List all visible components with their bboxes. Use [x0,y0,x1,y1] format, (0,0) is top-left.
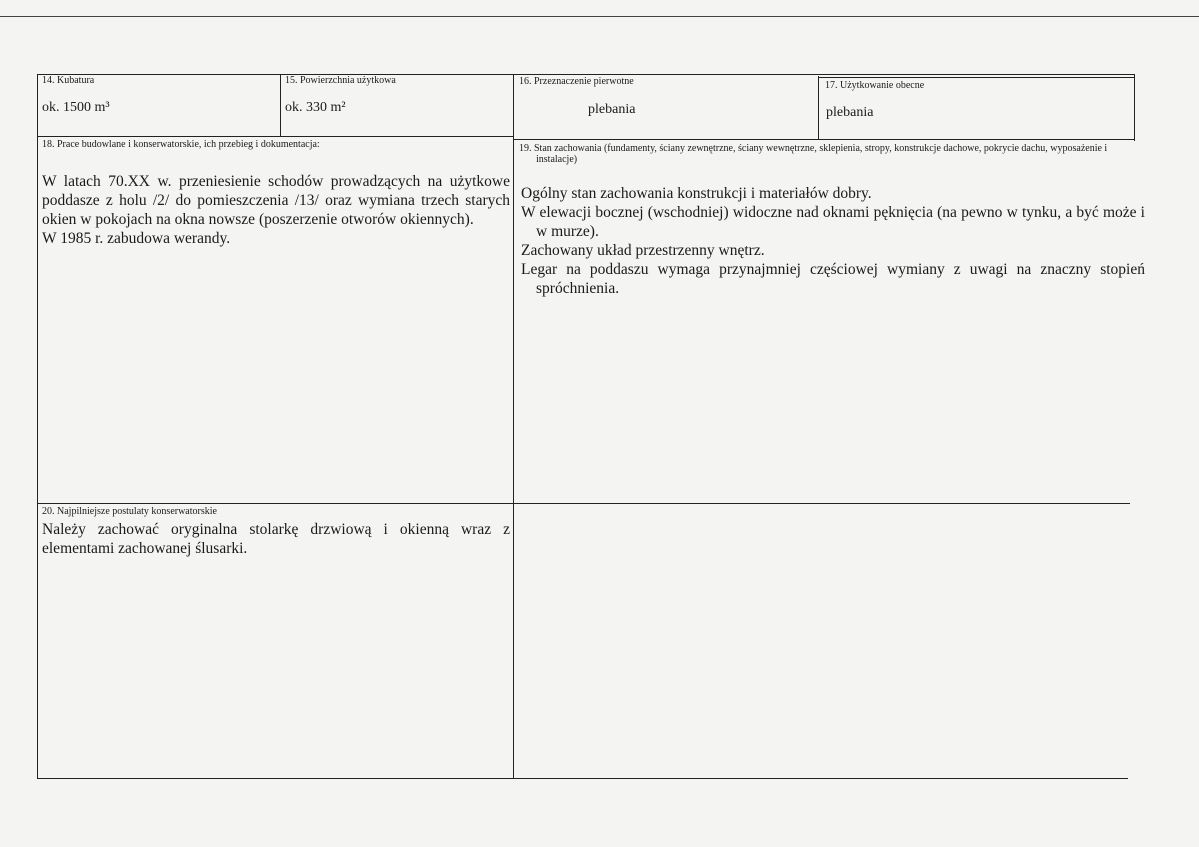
stan-zachowania-label: 19. Stan zachowania (fundamenty, ściany zewnętrzne, ściany wewnętrzne, sklepienia, stropy, konstrukcje dachowe, pokrycie dachu, wyposażenie i instalacje) [519,143,1108,165]
uzytkowanie-obecne-value: plebania [826,105,874,120]
przeznaczenie-pierwotne-label: 16. Przeznaczenie pierwotne [519,76,634,87]
prace-budowlane-paragraph: W 1985 r. zabudowa werandy. [42,230,231,247]
powierzchnia-value: ok. 330 m² [285,100,346,115]
row-divider-1-right [513,139,1134,140]
row-divider-1 [37,136,513,137]
powierzchnia-label: 15. Powierzchnia użytkowa [285,75,396,86]
stan-zachowania-paragraph: Legar na poddaszu wymaga przynajmniej częściowej wymiany z uwagi na znaczny stopień spróchnienia. [521,261,1145,297]
form-top-border [37,74,1134,75]
form-left-border [37,74,38,779]
uzytkowanie-obecne-label: 17. Użytkowanie obecne [825,80,925,91]
postulaty-text [42,520,510,558]
prace-budowlane-text [42,172,510,248]
prace-budowlane-label: 18. Prace budowlane i konserwatorskie, ich przebieg i dokumentacja: [42,139,320,150]
stan-zachowania-paragraph: Ogólny stan zachowania konstrukcji i materiałów dobry. [521,185,872,202]
form-bottom-border [37,778,1128,779]
form-right-border [1134,74,1135,141]
top-edge-line [0,16,1199,17]
kubatura-label: 14. Kubatura [42,75,95,86]
row-divider-2 [37,503,1130,504]
column-divider-main [513,74,514,779]
postulaty-label: 20. Najpilniejsze postulaty konserwatorskie [42,506,217,517]
kubatura-value: ok. 1500 m³ [42,100,110,115]
stan-zachowania-text [521,184,1145,298]
prace-budowlane-paragraph: W latach 70.XX w. przeniesienie schodów prowadzących na użytkowe poddasze z holu /2/ do pomieszczenia /13/ oraz wymiana trzech starych okien w pokojach na okna nowsze (poszerzenie otworów okiennych). [42,173,510,228]
postulaty-paragraph: Należy zachować oryginalna stolarkę drzwiową i okienną wraz z elementami zachowanej ślusarki. [42,521,510,557]
column-divider-14-15 [280,74,281,136]
przeznaczenie-pierwotne-value: plebania [588,102,636,117]
stan-zachowania-paragraph: W elewacji bocznej (wschodniej) widoczne nad oknami pęknięcia (na pewno w tynku, a być może i w murze). [521,204,1145,240]
form-top-border-right [818,77,1134,78]
stan-zachowania-paragraph: Zachowany układ przestrzenny wnętrz. [521,242,765,259]
column-divider-16-17 [818,76,819,139]
